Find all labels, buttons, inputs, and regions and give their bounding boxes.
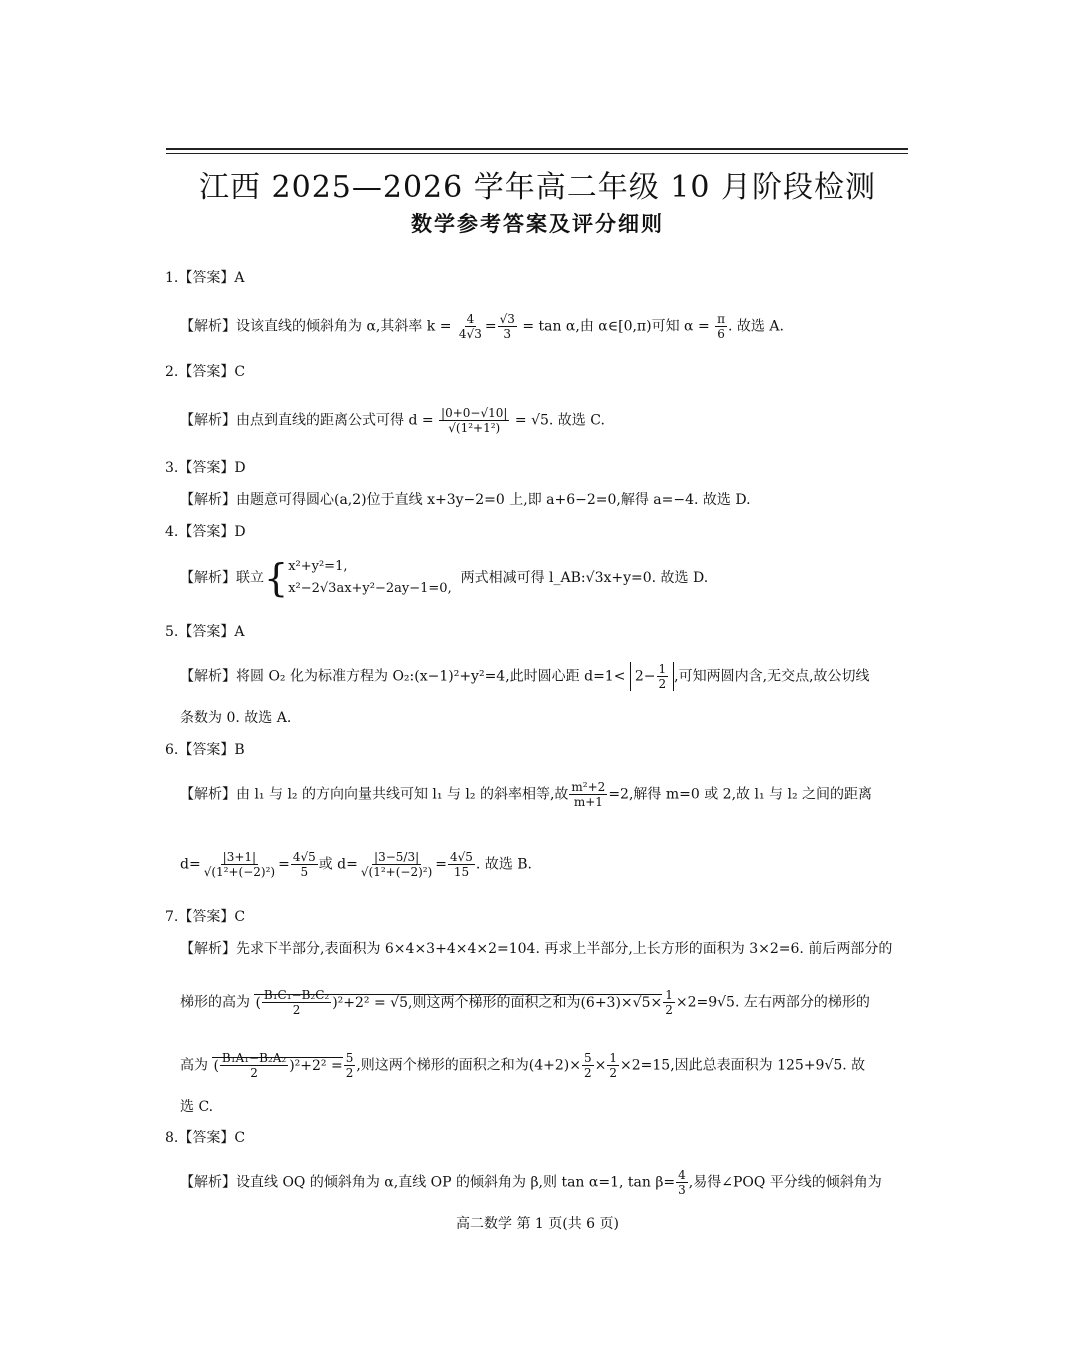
analysis-6-cont: d= $\frac{|3+1|}{\text{√(1²+(−2)²)}}$ = $\frac{4√5}{5}$ 或 d= $\frac{|3-5/3|}{\text{√(1²+(−2)²)}}$ = $\frac{4√5}{15}$ . 故选 B. [180, 850, 533, 879]
fraction: $\frac{√3}{3}$ [499, 312, 515, 341]
fraction: $\frac{1}{2}$ [665, 988, 673, 1017]
analysis-4 [180, 556, 925, 600]
analysis-text: 【解析】由点到直线的距离公式可得 d = [180, 412, 434, 429]
fraction: $\frac{|0+0-√10|}{\text{√(1²+1²)}}$ [441, 406, 508, 435]
answer-5: 5.【答案】A [165, 624, 245, 640]
header-rule-thick [166, 148, 908, 150]
fraction: $\frac{5}{2}$ [345, 1051, 354, 1080]
analysis-text: = √5. 故选 C. [514, 412, 605, 429]
analysis-3: 【解析】由题意可得圆心(a,2)位于直线 x+3y−2=0 上,即 a+6−2=0,解得 a=−4. 故选 D. [180, 492, 751, 508]
analysis-text: =2,解得 m=0 或 2,故 l₁ 与 l₂ 之间的距离 [608, 786, 873, 803]
analysis-5 [180, 662, 925, 691]
fraction: $\frac{|3+1|}{\text{√(1²+(−2)²)}}$ [203, 850, 276, 879]
analysis-7-line3: 高为 ( $\frac{\text{B₁A₁−B₂A₂}}{2}$ )²+2² = $\frac{5}{2}$ ,则这两个梯形的面积之和为(4+2)× $\frac{5}{2}$ × $\frac{1}{2}$ ×2=15,因此总表面积为 125+9√5. 故 [180, 1051, 866, 1080]
page-title: 江西 2025—2026 学年高二年级 10 月阶段检测 [198, 170, 876, 205]
analysis-2 [180, 406, 925, 435]
fraction: $\frac{|3-5/3|}{\text{√(1²+(−2)²)}}$ [360, 850, 433, 879]
analysis-7-line2: 梯形的高为 ( $\frac{\text{B₁C₁−B₂C₂}}{2}$ )²+2² = √5,则这两个梯形的面积之和为(6+3)×√5× $\frac{1}{2}$ ×2=9√5. 左右两部分的梯形的 [180, 988, 870, 1017]
page-subtitle: 数学参考答案及评分细则 [411, 212, 664, 236]
sqrt: ( $\frac{\text{B₁A₁−B₂A₂}}{2}$ )²+2² = [213, 1051, 343, 1080]
analysis-text: 两式相减可得 l_AB:√3x+y=0. 故选 D. [460, 570, 709, 586]
fraction: $\frac{4}{3}$ [678, 1168, 686, 1197]
analysis-5-cont: 条数为 0. 故选 A. [180, 710, 292, 726]
header-rule-thin [166, 153, 908, 154]
fraction: $\frac{1}{2}$ [658, 662, 667, 691]
absolute-value: 2− $\frac{1}{2}$ [630, 662, 674, 691]
fraction: $\frac{4√5}{15}$ [450, 850, 473, 879]
answer-7: 7.【答案】C [165, 909, 246, 925]
page-footer: 高二数学 第 1 页(共 6 页) [456, 1216, 619, 1232]
fraction: $\frac{\text{B₁C₁−B₂C₂}}{2}$ [263, 988, 330, 1017]
left-brace: { [264, 556, 289, 600]
fraction: $\frac{1}{2}$ [609, 1051, 618, 1080]
analysis-text: 【解析】联立 [180, 570, 264, 586]
fraction: $\frac{4}{4√3}$ [458, 312, 482, 341]
analysis-6 [180, 780, 925, 809]
sqrt: ( $\frac{\text{B₁C₁−B₂C₂}}{2}$ )²+2² = √5,则这两个梯形的面积之和为(6+3)×√5× [255, 988, 663, 1017]
fraction: $\frac{\text{B₁A₁−B₂A₂}}{2}$ [221, 1051, 287, 1080]
analysis-8: 【解析】设直线 OQ 的倾斜角为 α,直线 OP 的倾斜角为 β,则 tan α=1, tan β= $\frac{4}{3}$ ,易得∠POQ 平分线的倾斜角为 [180, 1168, 882, 1197]
analysis-text: ,可知两圆内含,无交点,故公切线 [674, 668, 870, 685]
analysis-1: 【解析】设该直线的倾斜角为 α,其斜率 k = $\frac{4}{4√3}$ = $\frac{√3}{3}$ = tan α,由 α∈[0,π)可知 α = $\frac{\pi}{6}$ . 故选 A. [180, 312, 784, 341]
answer-6: 6.【答案】B [165, 742, 245, 758]
analysis-text: 【解析】由 l₁ 与 l₂ 的方向向量共线可知 l₁ 与 l₂ 的斜率相等,故 [180, 786, 569, 803]
answer-8: 8.【答案】C [165, 1130, 246, 1146]
answer-4: 4.【答案】D [165, 524, 246, 540]
answer-3: 3.【答案】D [165, 460, 246, 476]
fraction: $\frac{5}{2}$ [584, 1051, 592, 1080]
analysis-text: = tan α,由 α∈[0,π)可知 α = [522, 318, 710, 335]
equation-system: x²+y²=1, x²−2√3ax+y²−2ay−1=0, [288, 559, 452, 596]
analysis-7-line4: 选 C. [180, 1099, 214, 1115]
fraction: $\frac{4√5}{5}$ [292, 850, 316, 879]
answer-1: 1.【答案】A [165, 270, 245, 286]
analysis-text: 【解析】将圆 O₂ 化为标准方程为 O₂:(x−1)²+y²=4,此时圆心距 d=1< [180, 668, 626, 685]
fraction: $\frac{\pi}{6}$ [717, 312, 726, 341]
fraction: $\frac{\text{m²+2}}{m+1}$ [571, 780, 606, 809]
analysis-text: 【解析】设该直线的倾斜角为 α,其斜率 k = [180, 318, 452, 335]
analysis-7: 【解析】先求下半部分,表面积为 6×4×3+4×4×2=104. 再求上半部分,上长方形的面积为 3×2=6. 前后两部分的 [180, 941, 893, 957]
answer-2: 2.【答案】C [165, 364, 246, 380]
